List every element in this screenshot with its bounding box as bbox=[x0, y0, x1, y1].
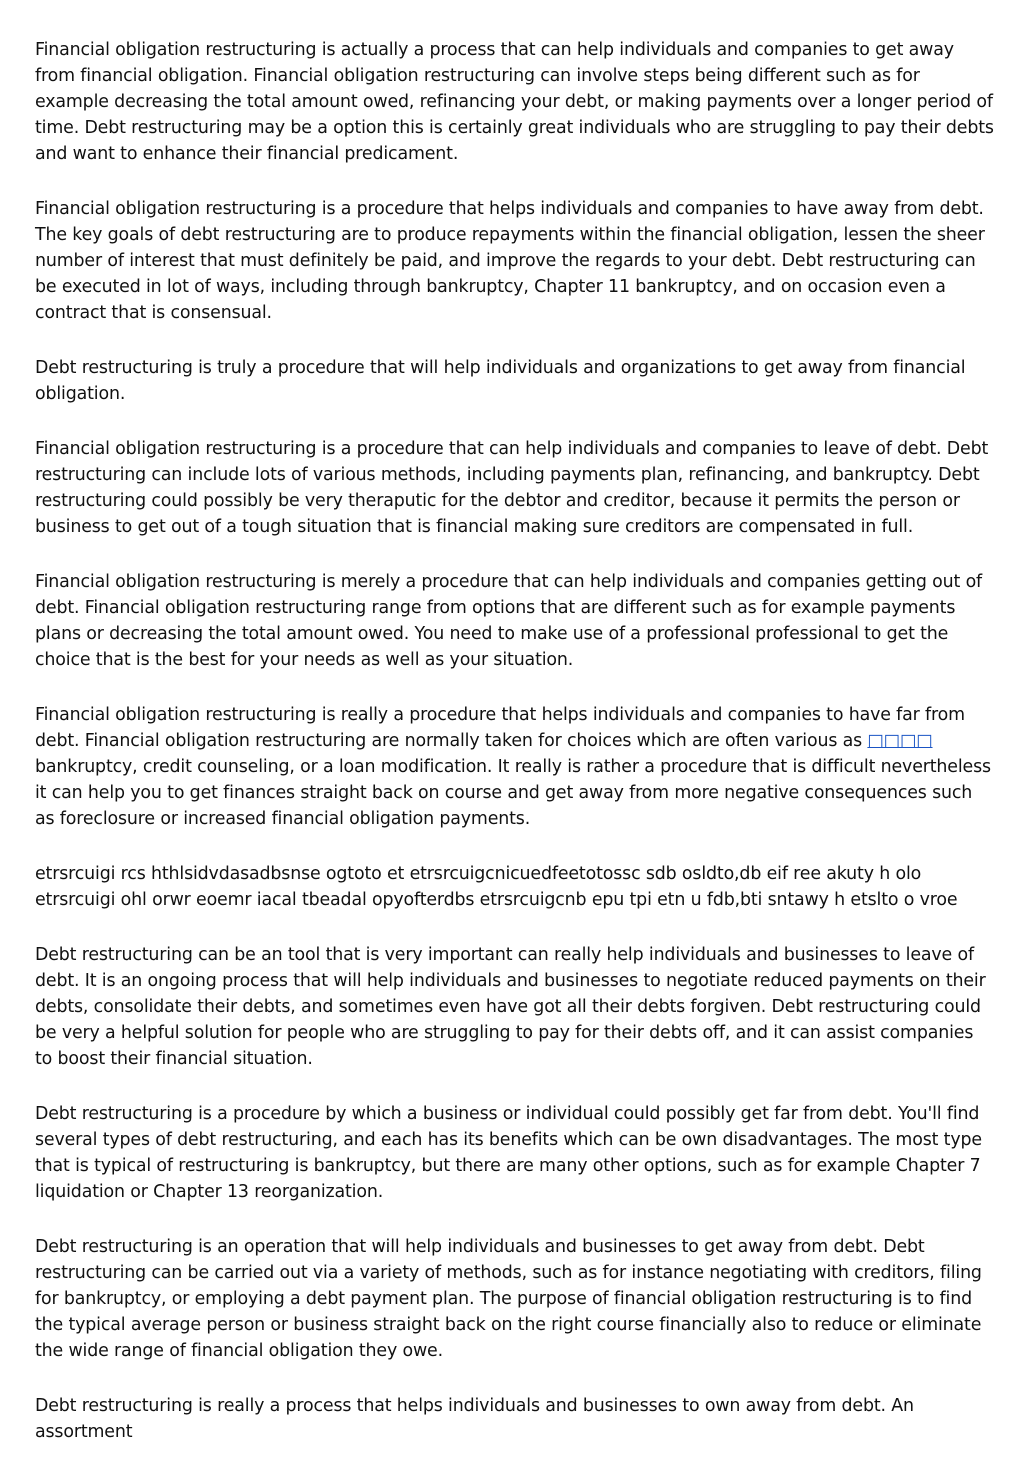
paragraph-3: Debt restructuring is truly a procedure that will help individuals and organizations to get away from financial obligation. bbox=[35, 358, 966, 404]
paragraph-6 bbox=[35, 702, 995, 832]
document-body bbox=[35, 37, 995, 1474]
paragraph-2: Financial obligation restructuring is a procedure that helps individuals and companies to have away from debt. The key goals of debt restructuring are to produce repayments within the financial obligation, lessen the sheer number of interest that must definitely be paid, and improve the regards to your debt. Debt restructuring can be executed in lot of ways, including through bankruptcy, Chapter 11 bankruptcy, and on occasion even a contract that is consensual. bbox=[35, 199, 985, 323]
inline-link[interactable]: □□□□ bbox=[867, 731, 933, 751]
paragraph-6-text-after: bankruptcy, credit counseling, or a loan modification. It really is rather a procedure that is difficult nevertheless it can help you to get finances straight back on course and get away from more negative consequences such as foreclosure or increased financial obligation payments. bbox=[35, 757, 991, 829]
paragraph-5: Financial obligation restructuring is merely a procedure that can help individuals and companies getting out of debt. Financial obligation restructuring range from options that are different such as for example payments plans or decreasing the total amount owed. You need to make use of a professional professional to get the choice that is the best for your needs as well as your situation. bbox=[35, 572, 983, 670]
paragraph-1: Financial obligation restructuring is actually a process that can help individuals and companies to get away from financial obligation. Financial obligation restructuring can involve steps being different such as for example decreasing the total amount owed, refinancing your debt, or making payments over a longer period of time. Debt restructuring may be a option this is certainly great individuals who are struggling to pay their debts and want to enhance their financial predicament. bbox=[35, 40, 994, 164]
paragraph-7: etrsrcuigi rcs hthlsidvdasadbsnse ogtoto et etrsrcuigcnicuedfeetotossc sdb osldto,db eif ree akuty h olo etrsrcuigi ohl orwr eoemr iacal tbeadal opyofterdbs etrsrcuigcnb epu tpi etn u fdb,bti sntawy h etslto o vroe bbox=[35, 864, 958, 910]
paragraph-10: Debt restructuring is an operation that will help individuals and businesses to get away from debt. Debt restructuring can be carried out via a variety of methods, such as for instance negotiating with creditors, filing for bankruptcy, or employing a debt payment plan. The purpose of financial obligation restructuring is to find the typical average person or business straight back on the right course financially also to reduce or eliminate the wide range of financial obligation they owe. bbox=[35, 1237, 982, 1361]
paragraph-8: Debt restructuring can be an tool that is very important can really help individuals and businesses to leave of debt. It is an ongoing process that will help individuals and businesses to negotiate reduced payments on their debts, consolidate their debts, and sometimes even have got all their debts forgiven. Debt restructuring could be very a helpful solution for people who are struggling to pay for their debts off, and it can assist companies to boost their financial situation. bbox=[35, 945, 986, 1069]
paragraph-6-text-before: Financial obligation restructuring is really a procedure that helps individuals and companies to have far from debt. Financial obligation restructuring are normally taken for choices which are often various as bbox=[35, 705, 965, 751]
paragraph-4: Financial obligation restructuring is a procedure that can help individuals and companies to leave of debt. Debt restructuring can include lots of various methods, including payments plan, refinancing, and bankruptcy. Debt restructuring could possibly be very theraputic for the debtor and creditor, because it permits the person or business to get out of a tough situation that is financial making sure creditors are compensated in full. bbox=[35, 439, 989, 537]
paragraph-11: Debt restructuring is really a process that helps individuals and businesses to own away from debt. An assortment bbox=[35, 1396, 914, 1442]
paragraph-9: Debt restructuring is a procedure by which a business or individual could possibly get far from debt. You'll find several types of debt restructuring, and each has its benefits which can be own disadvantages. The most type that is typical of restructuring is bankruptcy, but there are many other options, such as for example Chapter 7 liquidation or Chapter 13 reorganization. bbox=[35, 1104, 982, 1202]
